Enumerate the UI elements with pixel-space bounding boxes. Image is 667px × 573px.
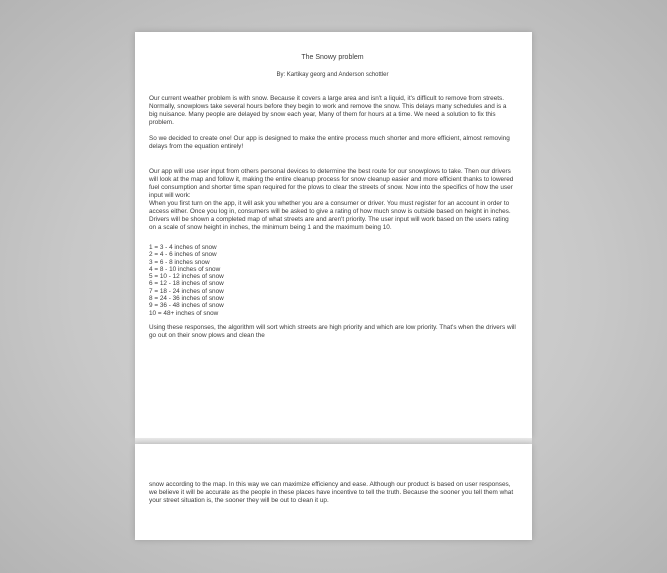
paragraph-app-usage: When you first turn on the app, it will ask you whether you are a consumer or driver. You must register for an account in order to access either. Once you log in, consumers will be asked to give a rating of how much snow is outside based on height in inches. Drivers will be shown a completed map of what streets are and aren't priority. The user input will work based on the users rating on a scale of snow height in inches, the minimum being 1 and the maximum being 10. bbox=[149, 200, 511, 231]
list-item: 2 = 4 - 6 inches of snow bbox=[149, 251, 217, 259]
list-item: 9 = 36 - 48 inches of snow bbox=[149, 302, 224, 310]
list-item: 10 = 48+ inches of snow bbox=[149, 309, 219, 317]
document-page-2 bbox=[135, 444, 532, 540]
list-item: 6 = 12 - 18 inches of snow bbox=[149, 280, 224, 288]
paragraph-algorithm: Using these responses, the algorithm will sort which streets are high priority and which are low priority. That's when the drivers will go out on their snow plows and clean the bbox=[149, 323, 516, 339]
list-item: 8 = 24 - 36 inches of snow bbox=[149, 295, 224, 303]
document-byline: By: Kartikay georg and Anderson schottler bbox=[276, 72, 389, 78]
list-item: 1 = 3 - 4 inches of snow bbox=[149, 244, 217, 251]
document-title: The Snowy problem bbox=[301, 54, 364, 61]
snow-scale-list bbox=[149, 244, 516, 317]
list-item: 3 = 6 - 8 inches snow bbox=[149, 258, 210, 266]
paragraph-conclusion: snow according to the map. In this way we can maximize efficiency and ease. Although our product is based on user responses, we believe it will be accurate as the people in these places have incentive to tell the truth. Because the sooner you tell them what your street situation is, the sooner they will be out to clean it up. bbox=[149, 481, 514, 504]
paragraph-user-input: Our app will use user input from others personal devices to determine the best route for our snowplows to take. Then our drivers will look at the map and follow it, making the entire cleanup process for snow cleanup easier and more efficient thanks to lowered fuel consumption and shorter time span required for the plows to clear the streets of snow. Now into the specifics of how the user input will work: bbox=[149, 168, 514, 199]
list-item: 4 = 8 - 10 inches of snow bbox=[149, 265, 221, 273]
document-page-1 bbox=[135, 32, 532, 438]
list-item: 5 = 10 - 12 inches of snow bbox=[149, 273, 224, 281]
page-1-content bbox=[135, 32, 532, 340]
paragraph-problem: Our current weather problem is with snow. Because it covers a large area and isn't a liquid, it's difficult to remove from streets. Normally, snowplows take several hours before they begin to work and remove the snow. This delays many schedules and is a big nuisance. Many people are delayed by snow each year, Many of them for hours at a time. We need a solution to fix this problem. bbox=[149, 95, 507, 126]
list-item: 7 = 18 - 24 inches of snow bbox=[149, 287, 224, 295]
paragraph-solution: So we decided to create one! Our app is designed to make the entire process much shorter and more efficient, almost removing delays from the equation entirely! bbox=[149, 135, 510, 150]
page-2-content bbox=[135, 444, 532, 505]
